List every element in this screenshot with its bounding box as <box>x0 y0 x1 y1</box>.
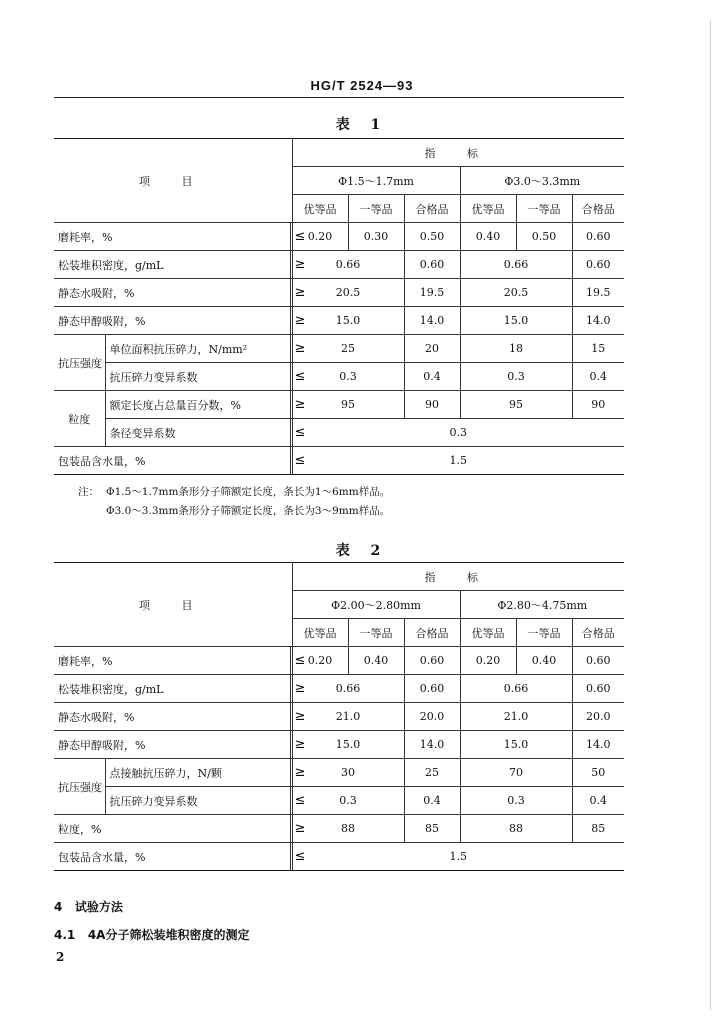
row-label: 单位面积抗压碎力，N/mm² <box>105 335 290 363</box>
table2-row-bulk-density <box>54 675 624 703</box>
row-label: 包装品含水量，% <box>54 447 290 475</box>
row-label: 额定长度占总量百分数，% <box>105 391 290 419</box>
section-title: 试验方法 <box>74 900 123 914</box>
value-cell: 70 <box>460 759 572 787</box>
value-cell: 15.0 <box>460 731 572 759</box>
value-cell: 14.0 <box>572 731 624 759</box>
value-cell: 0.50 <box>516 223 572 251</box>
table1-row-methanol <box>54 307 624 335</box>
table1-row-length-fraction <box>54 391 624 419</box>
section-title: 4A分子筛松装堆积密度的测定 <box>87 928 250 942</box>
value-cell: 15.0 <box>292 307 404 335</box>
operator: ≤ <box>290 363 292 391</box>
row-label: 包装品含水量，% <box>54 843 290 871</box>
group-label-granularity: 粒度 <box>54 391 105 447</box>
value-cell: 0.60 <box>572 251 624 279</box>
value-cell: 50 <box>572 759 624 787</box>
table2-row-granularity <box>54 815 624 843</box>
value-cell: 0.4 <box>572 787 624 815</box>
operator: ≥ <box>290 731 292 759</box>
scan-edge-line <box>710 20 711 1010</box>
table1 <box>54 138 624 475</box>
value-cell: 0.3 <box>292 363 404 391</box>
value-cell: 0.3 <box>460 787 572 815</box>
operator: ≥ <box>290 279 292 307</box>
value-cell: 95 <box>460 391 572 419</box>
table2 <box>54 562 624 871</box>
group-label-strength: 抗压强度 <box>54 759 105 815</box>
operator: ≥ <box>290 335 292 363</box>
table2-row-moisture <box>54 843 624 871</box>
row-label: 点接触抗压碎力，N/颗 <box>105 759 290 787</box>
operator: ≤ <box>290 843 292 871</box>
table1-row-abrasion <box>54 223 624 251</box>
table1-group-1: Φ1.5～1.7mm <box>292 167 460 195</box>
table2-item-header: 项 目 <box>54 563 292 647</box>
table1-grade: 合格品 <box>404 195 460 223</box>
table1-row-diameter-var <box>54 419 624 447</box>
table2-grade: 合格品 <box>572 619 624 647</box>
value-cell: 0.4 <box>404 363 460 391</box>
row-label: 磨耗率，% <box>54 223 290 251</box>
value-cell: 95 <box>292 391 404 419</box>
value-cell: 0.3 <box>292 419 624 447</box>
value-cell: 0.30 <box>348 223 404 251</box>
row-label: 静态甲醇吸附，% <box>54 731 290 759</box>
value-cell: 15.0 <box>460 307 572 335</box>
row-label: 静态甲醇吸附，% <box>54 307 290 335</box>
value-cell: 20.5 <box>292 279 404 307</box>
row-label: 粒度，% <box>54 815 290 843</box>
row-label: 静态水吸附，% <box>54 703 290 731</box>
value-cell: 20.5 <box>460 279 572 307</box>
table2-grade: 一等品 <box>348 619 404 647</box>
table2-caption: 表 2 <box>335 543 389 559</box>
value-cell: 18 <box>460 335 572 363</box>
operator: ≤ <box>290 787 292 815</box>
value-cell: 0.4 <box>572 363 624 391</box>
value-cell: 20.0 <box>404 703 460 731</box>
table1-grade: 一等品 <box>348 195 404 223</box>
value-cell: 0.66 <box>292 251 404 279</box>
operator: ≥ <box>290 307 292 335</box>
value-cell: 0.66 <box>460 675 572 703</box>
section-4-1-heading <box>54 926 249 943</box>
value-cell: 21.0 <box>292 703 404 731</box>
table1-grade: 一等品 <box>516 195 572 223</box>
value-cell: 90 <box>404 391 460 419</box>
standard-code-header: HG/T 2524—93 <box>310 78 414 93</box>
table2-row-abrasion <box>54 647 624 675</box>
value-cell: 30 <box>292 759 404 787</box>
operator: ≥ <box>290 251 292 279</box>
table1-row-strength-area <box>54 335 624 363</box>
operator: ≥ <box>290 815 292 843</box>
operator: ≥ <box>290 759 292 787</box>
operator: ≥ <box>290 703 292 731</box>
value-cell: 21.0 <box>460 703 572 731</box>
value-cell: 90 <box>572 391 624 419</box>
value-cell: 0.20 <box>460 647 516 675</box>
operator: ≤ <box>290 419 292 447</box>
value-cell: 1.5 <box>292 843 624 871</box>
value-cell: 0.4 <box>404 787 460 815</box>
table1-grade: 优等品 <box>460 195 516 223</box>
operator: ≤ <box>290 447 292 475</box>
table2-grade: 合格品 <box>404 619 460 647</box>
table2-grade: 优等品 <box>292 619 348 647</box>
table2-indicator-header: 指 标 <box>292 563 624 591</box>
row-label: 静态水吸附，% <box>54 279 290 307</box>
value-cell: 20.0 <box>572 703 624 731</box>
value-cell: 14.0 <box>404 307 460 335</box>
section-number: 4 <box>54 900 63 914</box>
value-cell: 0.40 <box>348 647 404 675</box>
value-cell: 15.0 <box>292 731 404 759</box>
value-cell: 0.40 <box>460 223 516 251</box>
value-cell: 0.60 <box>572 675 624 703</box>
value-cell: 1.5 <box>292 447 624 475</box>
value-cell: 88 <box>460 815 572 843</box>
table1-caption: 表 1 <box>335 117 389 133</box>
section-4-heading <box>54 898 123 915</box>
row-label: 抗压碎力变异系数 <box>105 787 290 815</box>
table2-group-2: Φ2.80～4.75mm <box>460 591 624 619</box>
operator: ≥ <box>290 391 292 419</box>
value-cell: 14.0 <box>404 731 460 759</box>
operator: ≤ <box>290 223 292 251</box>
value-cell: 0.60 <box>572 647 624 675</box>
operator: ≥ <box>290 675 292 703</box>
value-cell: 20 <box>404 335 460 363</box>
value-cell: 25 <box>292 335 404 363</box>
row-label: 磨耗率，% <box>54 647 290 675</box>
value-cell: 0.3 <box>460 363 572 391</box>
value-cell: 14.0 <box>572 307 624 335</box>
table1-indicator-header: 指 标 <box>292 139 624 167</box>
table2-row-strength-var <box>54 787 624 815</box>
value-cell: 0.66 <box>292 675 404 703</box>
value-cell: 0.60 <box>572 223 624 251</box>
value-cell: 0.3 <box>292 787 404 815</box>
table1-grade: 合格品 <box>572 195 624 223</box>
table2-grade: 一等品 <box>516 619 572 647</box>
table2-row-water <box>54 703 624 731</box>
row-label: 抗压碎力变异系数 <box>105 363 290 391</box>
table2-row-strength-point <box>54 759 624 787</box>
table1-row-water <box>54 279 624 307</box>
row-label: 松装堆积密度，g/mL <box>54 675 290 703</box>
value-cell: 15 <box>572 335 624 363</box>
table1-group-2: Φ3.0～3.3mm <box>460 167 624 195</box>
value-cell: 0.60 <box>404 251 460 279</box>
table1-note-label: 注： <box>78 486 99 498</box>
row-label: 条径变异系数 <box>105 419 290 447</box>
table1-note-2: Φ3.0～3.3mm条形分子筛额定长度，条长为3～9mm样品。 <box>106 505 391 517</box>
value-cell: 0.66 <box>460 251 572 279</box>
table2-group-1: Φ2.00～2.80mm <box>292 591 460 619</box>
page-number: 2 <box>56 950 65 964</box>
value-cell: 0.40 <box>516 647 572 675</box>
value-cell: 0.20 <box>292 647 348 675</box>
table1-item-header: 项 目 <box>54 139 292 223</box>
value-cell: 19.5 <box>404 279 460 307</box>
section-number: 4.1 <box>54 928 76 942</box>
value-cell: 0.60 <box>404 647 460 675</box>
header-rule <box>54 97 624 98</box>
table1-row-bulk-density <box>54 251 624 279</box>
value-cell: 25 <box>404 759 460 787</box>
value-cell: 85 <box>404 815 460 843</box>
table1-note-1: Φ1.5～1.7mm条形分子筛额定长度，条长为1～6mm样品。 <box>106 486 391 498</box>
value-cell: 85 <box>572 815 624 843</box>
value-cell: 0.50 <box>404 223 460 251</box>
table1-row-strength-var <box>54 363 624 391</box>
value-cell: 19.5 <box>572 279 624 307</box>
value-cell: 88 <box>292 815 404 843</box>
row-label: 松装堆积密度，g/mL <box>54 251 290 279</box>
value-cell: 0.60 <box>404 675 460 703</box>
table1-grade: 优等品 <box>292 195 348 223</box>
group-label-strength: 抗压强度 <box>54 335 105 391</box>
operator: ≤ <box>290 647 292 675</box>
table2-row-methanol <box>54 731 624 759</box>
table1-row-moisture <box>54 447 624 475</box>
value-cell: 0.20 <box>292 223 348 251</box>
table2-grade: 优等品 <box>460 619 516 647</box>
